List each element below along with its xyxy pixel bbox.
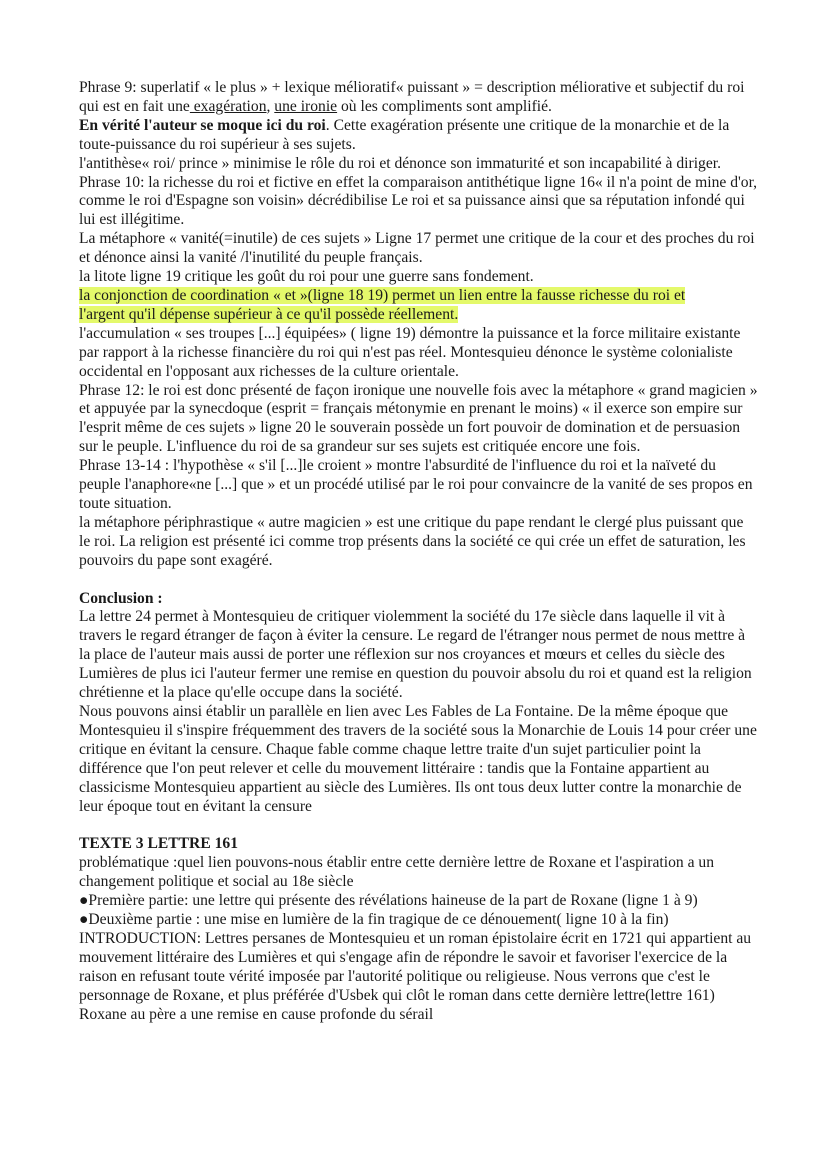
introduction-paragraph: INTRODUCTION: Lettres persanes de Montesquieu et un roman épistolaire écrit en 1721 qui appartient au mouvement littéraire des Lumières et qui s'engage afin de répondre le savoir et favoriser l'exercice de la raison en refusant toute vérité imposée par l'autorité politique ou religieuse. Nous verrons que c'est le personnage de Roxane, et plus préférée d'Usbek qui clôt le roman dans cette dernière lettre(lettre 161) Roxane au père a une remise en cause profonde du sérail xyxy=(79,929,752,1023)
spacer xyxy=(79,571,758,590)
metaphore-vanite-paragraph: La métaphore « vanité(=inutile) de ces sujets » Ligne 17 permet une critique de la cour et des proches du roi et dénonce ainsi la vanité /l'inutilité du peuple français. xyxy=(79,230,755,267)
highlight-line-1: la conjonction de coordination « et »(ligne 18 19) permet un lien entre la fausse richesse du roi et xyxy=(79,286,686,304)
verite-rest-text: . Cette exagération présente une critique de la monarchie et de la toute-puissance du roi supérieur à ses sujets. xyxy=(79,116,730,153)
phrase-10-paragraph: Phrase 10: la richesse du roi et fictive en effet la comparaison antithétique ligne 16« il n'a point de mine d'or, comme le roi d'Espagne son voisin» décrédibilise Le roi et sa puissance ainsi que sa réputation infondé qui lui est illégitime. xyxy=(79,173,758,229)
underlined-ironie: une ironie xyxy=(274,97,338,115)
phrase-9-paragraph xyxy=(79,79,758,117)
phrase-13-paragraph: Phrase 13-14 : l'hypothèse « s'il [...]le croient » montre l'absurdité de l'influence du roi et la naïveté du peuple l'anaphore«ne [...] que » et un procédé utilisé par le roi pour convaincre de la vanité de ses propos en toute situation. xyxy=(79,457,753,512)
phrase-9-text: Phrase 9: superlatif « le plus » + lexique mélioratif« puissant » = description méliorative et subjectif du roi qui est en fait une xyxy=(79,79,745,115)
conclusion-paragraph-2: Nous pouvons ainsi établir un parallèle en lien avec Les Fables de La Fontaine. De la même époque que Montesquieu il s'inspire fréquemment des travers de la société sous la Monarchie de Louis 14 pour créer une critique en évitant la censure. Chaque fable comme chaque lettre traite d'un sujet particulier point la différence que l'on peut relever et celle du mouvement littéraire : tandis que la Fontaine appartient au classicisme Montesquieu appartient au siècle des Lumières. Ils ont tous deux lutter contre la monarchie de leur époque tout en évitant la censure xyxy=(79,703,757,815)
spacer xyxy=(79,816,758,835)
highlight-line-2: l'argent qu'il dépense supérieur à ce qu'il possède réellement. xyxy=(79,305,459,323)
highlighted-paragraph xyxy=(79,287,758,325)
phrase-9-end: où les compliments sont amplifié. xyxy=(337,97,552,115)
litote-paragraph: la litote ligne 19 critique les goût du roi pour une guerre sans fondement. xyxy=(79,268,534,286)
verite-paragraph xyxy=(79,117,758,155)
accumulation-paragraph: l'accumulation « ses troupes [...] équipées» ( ligne 19) démontre la puissance et la force militaire existante par rapport à la richesse financière du roi qui n'est pas réel. Montesquieu dénonce le système colonialiste occidental en l'opposant aux richesses de la culture orientale. xyxy=(79,324,741,380)
verite-bold-text: En vérité l'auteur se moque ici du roi xyxy=(79,116,326,134)
conclusion-paragraph-1: La lettre 24 permet à Montesquieu de critiquer violemment la société du 17e siècle dans laquelle il vit à travers le regard étranger de façon à éviter la censure. Le regard de l'étranger nous permet de nous mettre à la place de l'auteur mais aussi de porter une réflexion sur nos croyances et mœurs et celles du siècle des Lumières de plus ici l'auteur fermer une remise en question du pouvoir absolu du roi et quand est la religion chrétienne et la place qu'elle occupe dans la société. xyxy=(79,608,752,702)
conclusion-heading: Conclusion : xyxy=(79,589,163,607)
bullet-item-1: ●Première partie: une lettre qui présente des révélations haineuse de la part de Roxane (ligne 1 à 9) xyxy=(79,892,698,910)
bullet-item-2: ●Deuxième partie : une mise en lumière de la fin tragique de ce dénouement( ligne 10 à la fin) xyxy=(79,911,669,929)
separator: , xyxy=(266,97,275,115)
antithese-paragraph: l'antithèse« roi/ prince » minimise le rôle du roi et dénonce son immaturité et son incapabilité à diriger. xyxy=(79,154,721,172)
underlined-exageration: exagération xyxy=(189,97,267,115)
phrase-12-paragraph: Phrase 12: le roi est donc présenté de façon ironique une nouvelle fois avec la métaphore « grand magicien » et appuyée par la synecdoque (esprit = français métonymie en prenant le moins) « il exerce son empire sur l'esprit même de ces sujets » ligne 20 le souverain possède un fort pouvoir de domination et de persuasion sur le peuple. L'influence du roi de sa grandeur sur ses sujets est critiquée encore une fois. xyxy=(79,381,758,456)
texte-3-heading: TEXTE 3 LETTRE 161 xyxy=(79,835,239,853)
problematique-paragraph: problématique :quel lien pouvons-nous établir entre cette dernière lettre de Roxane et l'aspiration a un changement politique et social au 18e siècle xyxy=(79,854,714,891)
metaphore-periphrastique-paragraph: la métaphore périphrastique « autre magicien » est une critique du pape rendant le clergé plus puissant que le roi. La religion est présenté ici comme trop présents dans la société ce qui crée un effet de saturation, les pouvoirs du pape sont exagéré. xyxy=(79,513,746,569)
